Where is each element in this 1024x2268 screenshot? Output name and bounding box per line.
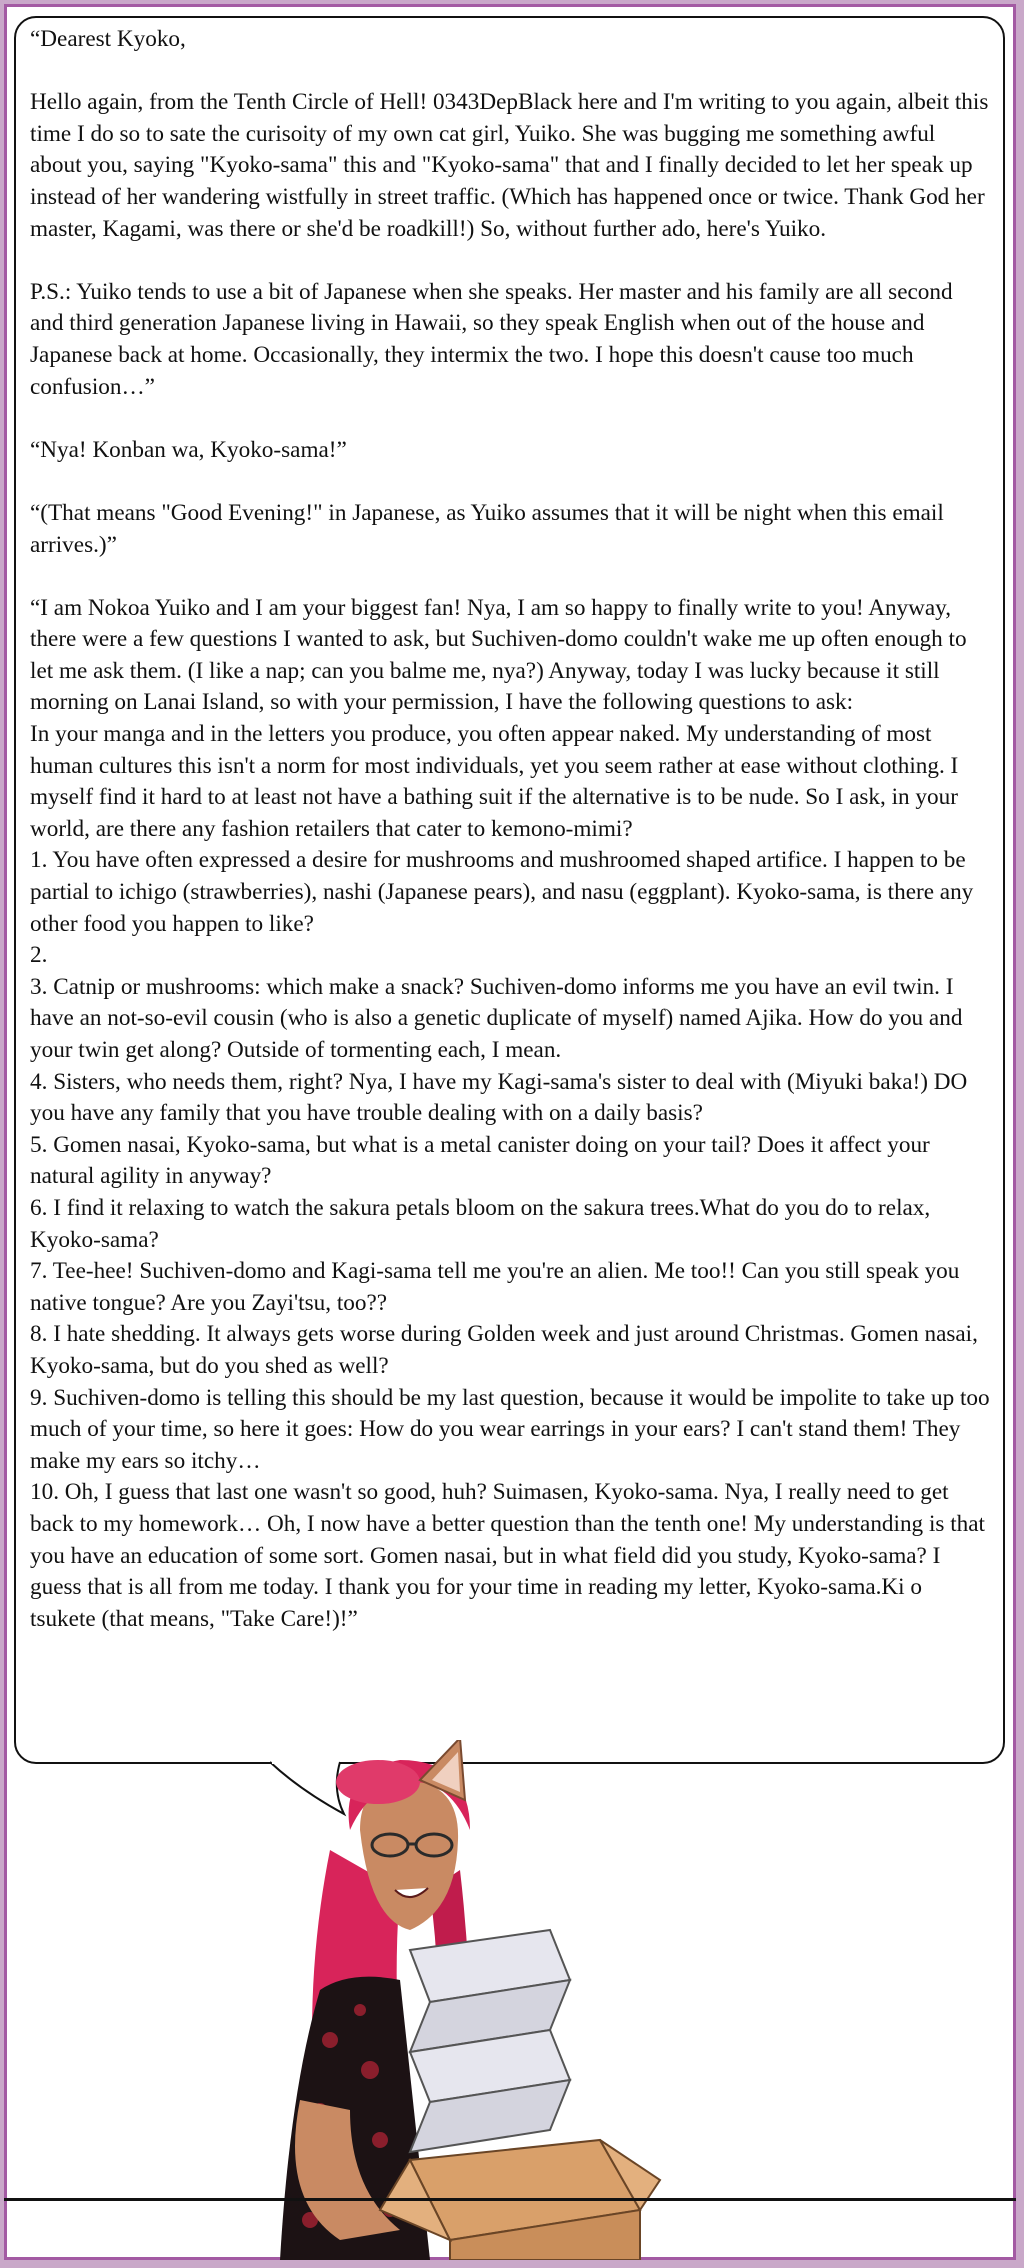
letter-intro: Hello again, from the Tenth Circle of Hell! 0343DepBlack here and I'm writing to you again, albeit this time I do so to sate the curisoity of my own cat girl, Yuiko. She was bugging me something awful about you, saying "Kyoko-sama" this and "Kyoko-sama" that and I finally decided to let her speak up instead of her wandering wistfully in street traffic. (Which has happened once or twice. Thank God her master, Kagami, was there or she'd be roadkill!) So, without further ado, here's Yuiko. bbox=[30, 89, 989, 242]
speech-bubble bbox=[14, 16, 1005, 1764]
cat-girl-illustration bbox=[260, 1740, 780, 2260]
question-item: 10. Oh, I guess that last one wasn't so good, huh? Suimasen, Kyoko-sama. Nya, I really need to get back to my homework… Oh, I now have a better question than the tenth one! My understanding is that you have an education of some sort. Gomen nasai, but in what field did you study, Kyoko-sama? I guess that is all from me today. I thank you for your time in reading my letter, Kyoko-sama.Ki o tsukete (that means, "Take Care!)!” bbox=[30, 1479, 985, 1632]
question-item: 6. I find it relaxing to watch the sakura petals bloom on the sakura trees.What do you do to relax, Kyoko-sama? bbox=[30, 1194, 931, 1253]
question-item: 2. bbox=[30, 942, 48, 969]
question-item: 8. I hate shedding. It always gets worse during Golden week and just around Christmas. Gomen nasai, Kyoko-sama, but do you shed as well? bbox=[30, 1321, 978, 1379]
letter-greeting: “Nya! Konban wa, Kyoko-sama!” bbox=[30, 436, 347, 463]
question-item: 7. Tee-hee! Suchiven-domo and Kagi-sama tell me you're an alien. Me too!! Can you still speak you native tongue? Are you Zayi'tsu, too?? bbox=[30, 1258, 960, 1316]
letter-yuiko-intro: “I am Nokoa Yuiko and I am your biggest fan! Nya, I am so happy to finally write to you! Anyway, there were a few questions I wanted to ask, but Suchiven-domo couldn't wake me up often enough to let me ask them. (I like a nap; can you balme me, nya?) Anyway, today I was lucky because it still morning on Lanai Island, so with your permission, I have the following questions to ask: bbox=[30, 594, 967, 716]
floor-line bbox=[4, 2198, 1016, 2201]
question-item: 9. Suchiven-domo is telling this should be my last question, because it would be impolite to take up too much of your time, so here it goes: How do you wear earrings in your ears? I can't stand them! They make my ears so itchy… bbox=[30, 1384, 990, 1474]
question-item: 5. Gomen nasai, Kyoko-sama, but what is a metal canister doing on your tail? Does it affect your natural agility in anyway? bbox=[30, 1131, 930, 1190]
question-item: 4. Sisters, who needs them, right? Nya, I have my Kagi-sama's sister to deal with (Miyuki baka!) DO you have any family that you have trouble dealing with on a daily basis? bbox=[30, 1068, 968, 1127]
letter-translation: “(That means "Good Evening!" in Japanese, as Yuiko assumes that it will be night when this email arrives.)” bbox=[30, 499, 944, 558]
letter-salutation: “Dearest Kyoko, bbox=[30, 26, 186, 52]
question-fashion: In your manga and in the letters you produce, you often appear naked. My understanding of most human cultures this isn't a norm for most individuals, yet you seem rather at ease without clothing. I myself find it hard to at least not have a bathing suit if the alternative is to be nude. So I ask, in your world, are there any fashion retailers that cater to kemono-mimi? bbox=[30, 721, 959, 842]
folded-paper bbox=[410, 1930, 570, 2152]
hair-bun bbox=[336, 1760, 420, 1804]
letter-ps: P.S.: Yuiko tends to use a bit of Japanese when she speaks. Her master and his family are all second and third generation Japanese living in Hawaii, so they speak English when out of the house and Japanese back at home. Occasionally, they intermix the two. I hope this doesn't cause too much confusion…” bbox=[30, 278, 953, 400]
question-item: 3. Catnip or mushrooms: which make a snack? Suchiven-domo informs me you have an evil twin. I have an not-so-evil cousin (who is also a genetic duplicate of myself) named Ajika. How do you and your twin get along? Outside of tormenting each, I mean. bbox=[30, 973, 963, 1063]
question-item: 1. You have often expressed a desire for mushrooms and mushroomed shaped artifice. I happen to be partial to ichigo (strawberries), nashi (Japanese pears), and nasu (eggplant). Kyoko-sama, is there any other food you happen to like? bbox=[30, 847, 974, 937]
